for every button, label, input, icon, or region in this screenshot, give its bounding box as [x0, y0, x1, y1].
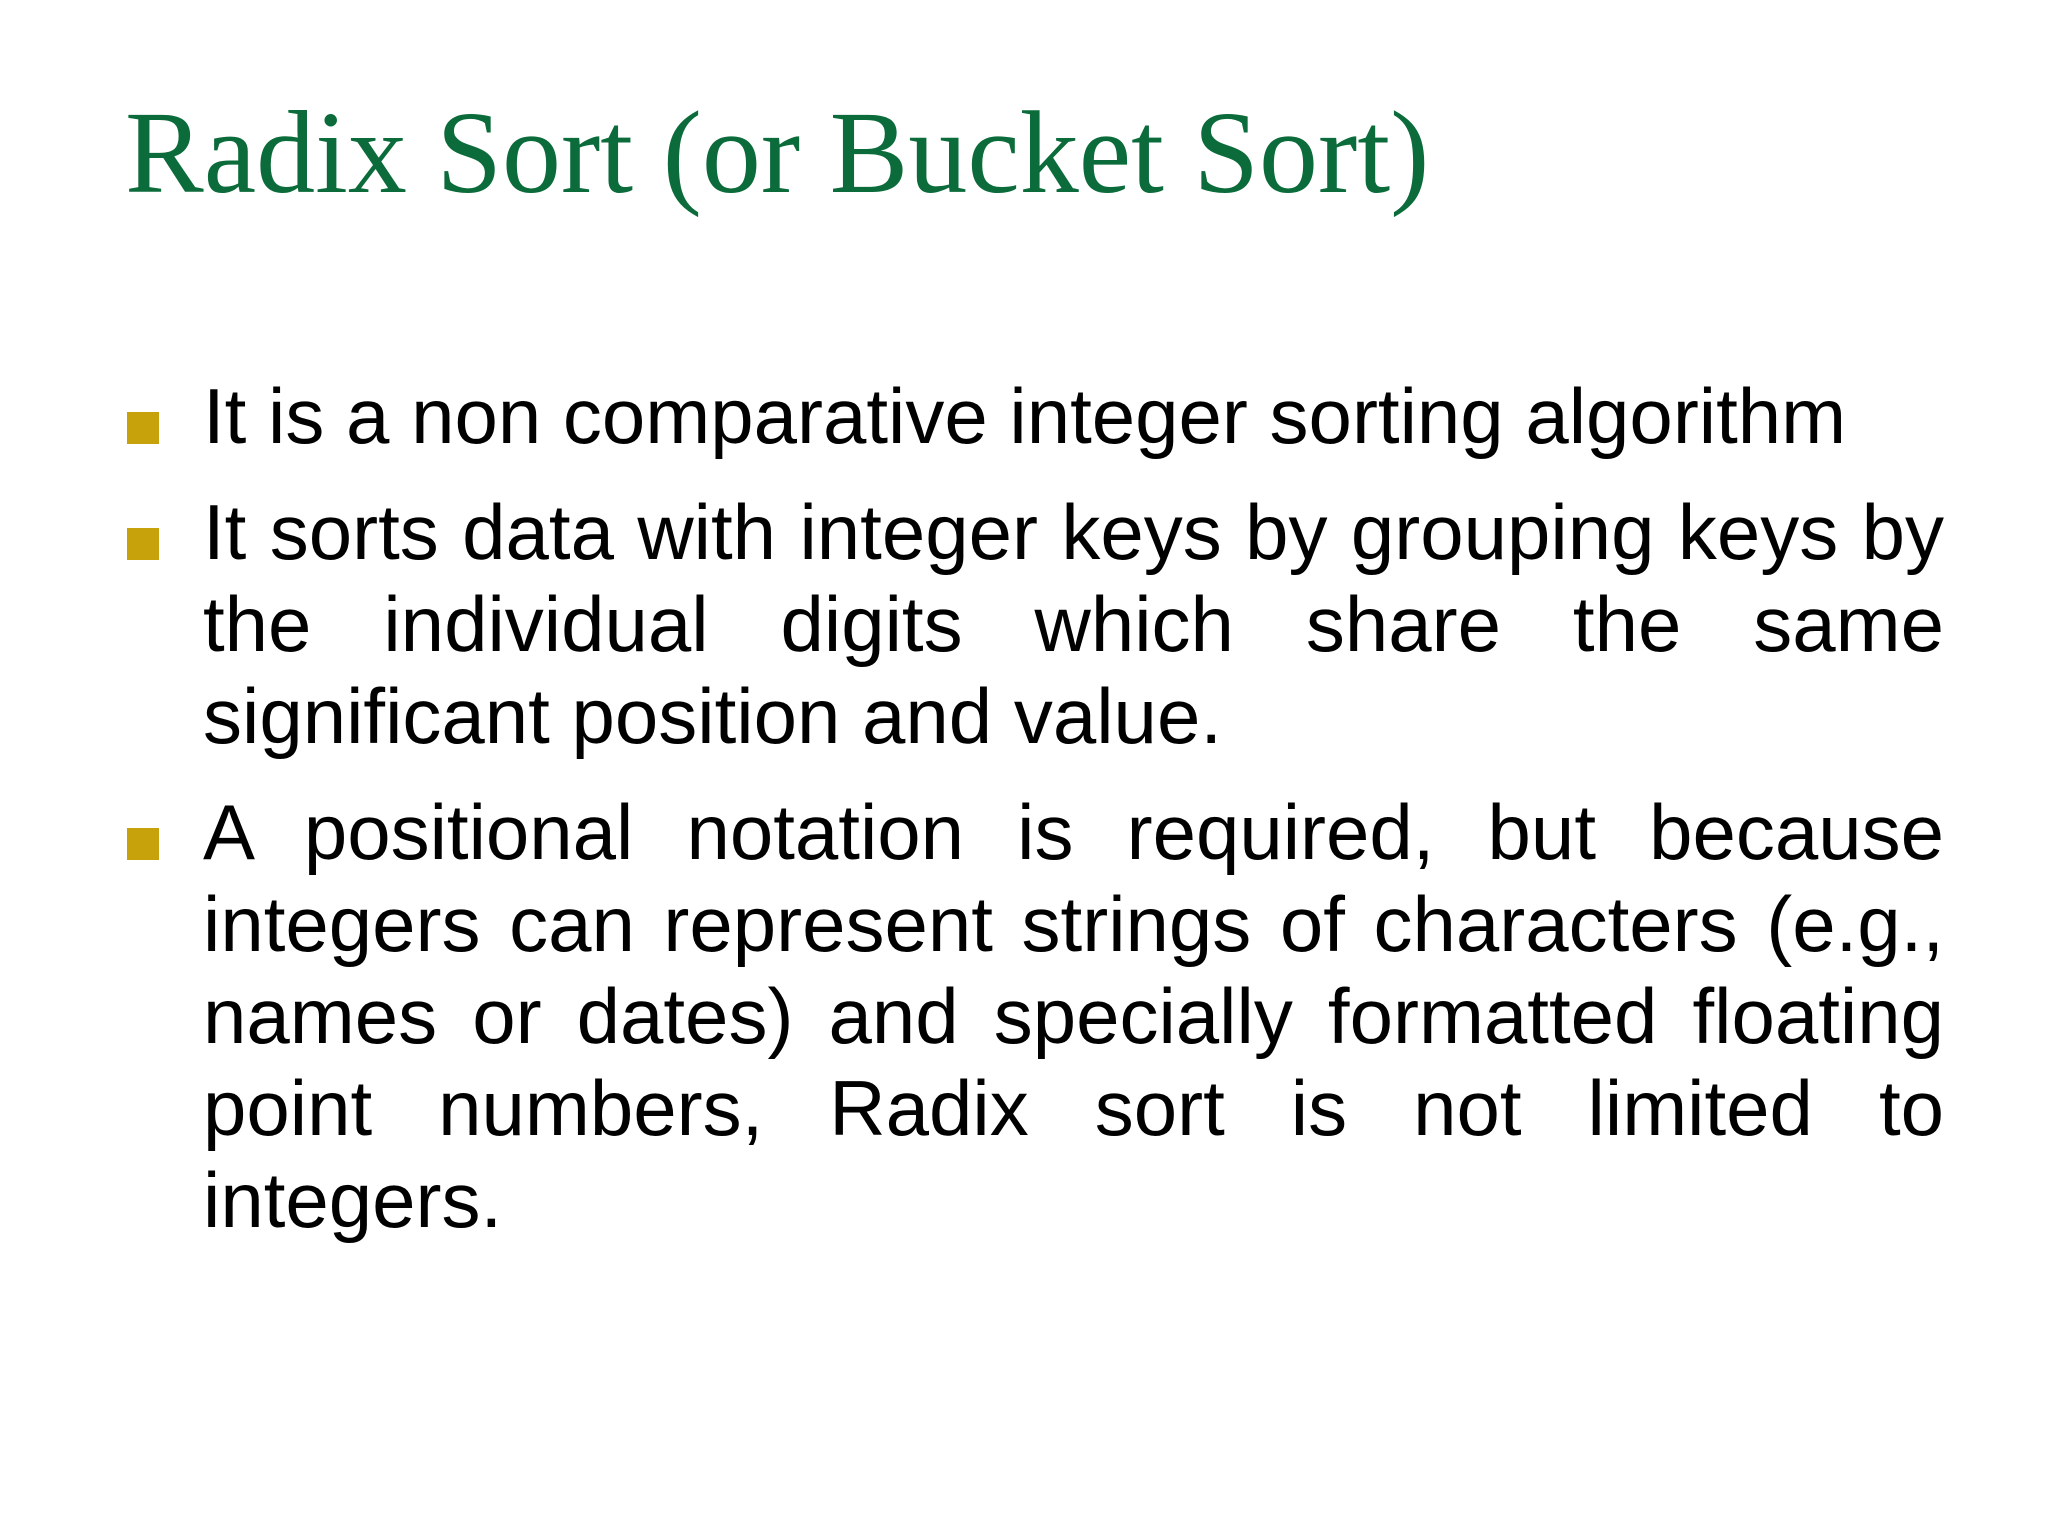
square-bullet-icon [127, 528, 159, 560]
square-bullet-icon [127, 412, 159, 444]
slide-title: Radix Sort (or Bucket Sort) [125, 87, 1430, 218]
bullet-item [127, 486, 1944, 762]
bullet-text: It is a non comparative integer sorting algorithm [203, 372, 1847, 460]
bullet-list [127, 370, 1944, 1270]
bullet-item [127, 370, 1944, 462]
bullet-item [127, 786, 1944, 1246]
square-bullet-icon [127, 828, 159, 860]
bullet-text: It sorts data with integer keys by grouping keys by the individual digits which share the same significant position and value. [203, 488, 1944, 760]
bullet-text: A positional notation is required, but because integers can represent strings of characters (e.g., names or dates) and specially formatted floating point numbers, Radix sort is not limited to integers. [203, 788, 1944, 1244]
